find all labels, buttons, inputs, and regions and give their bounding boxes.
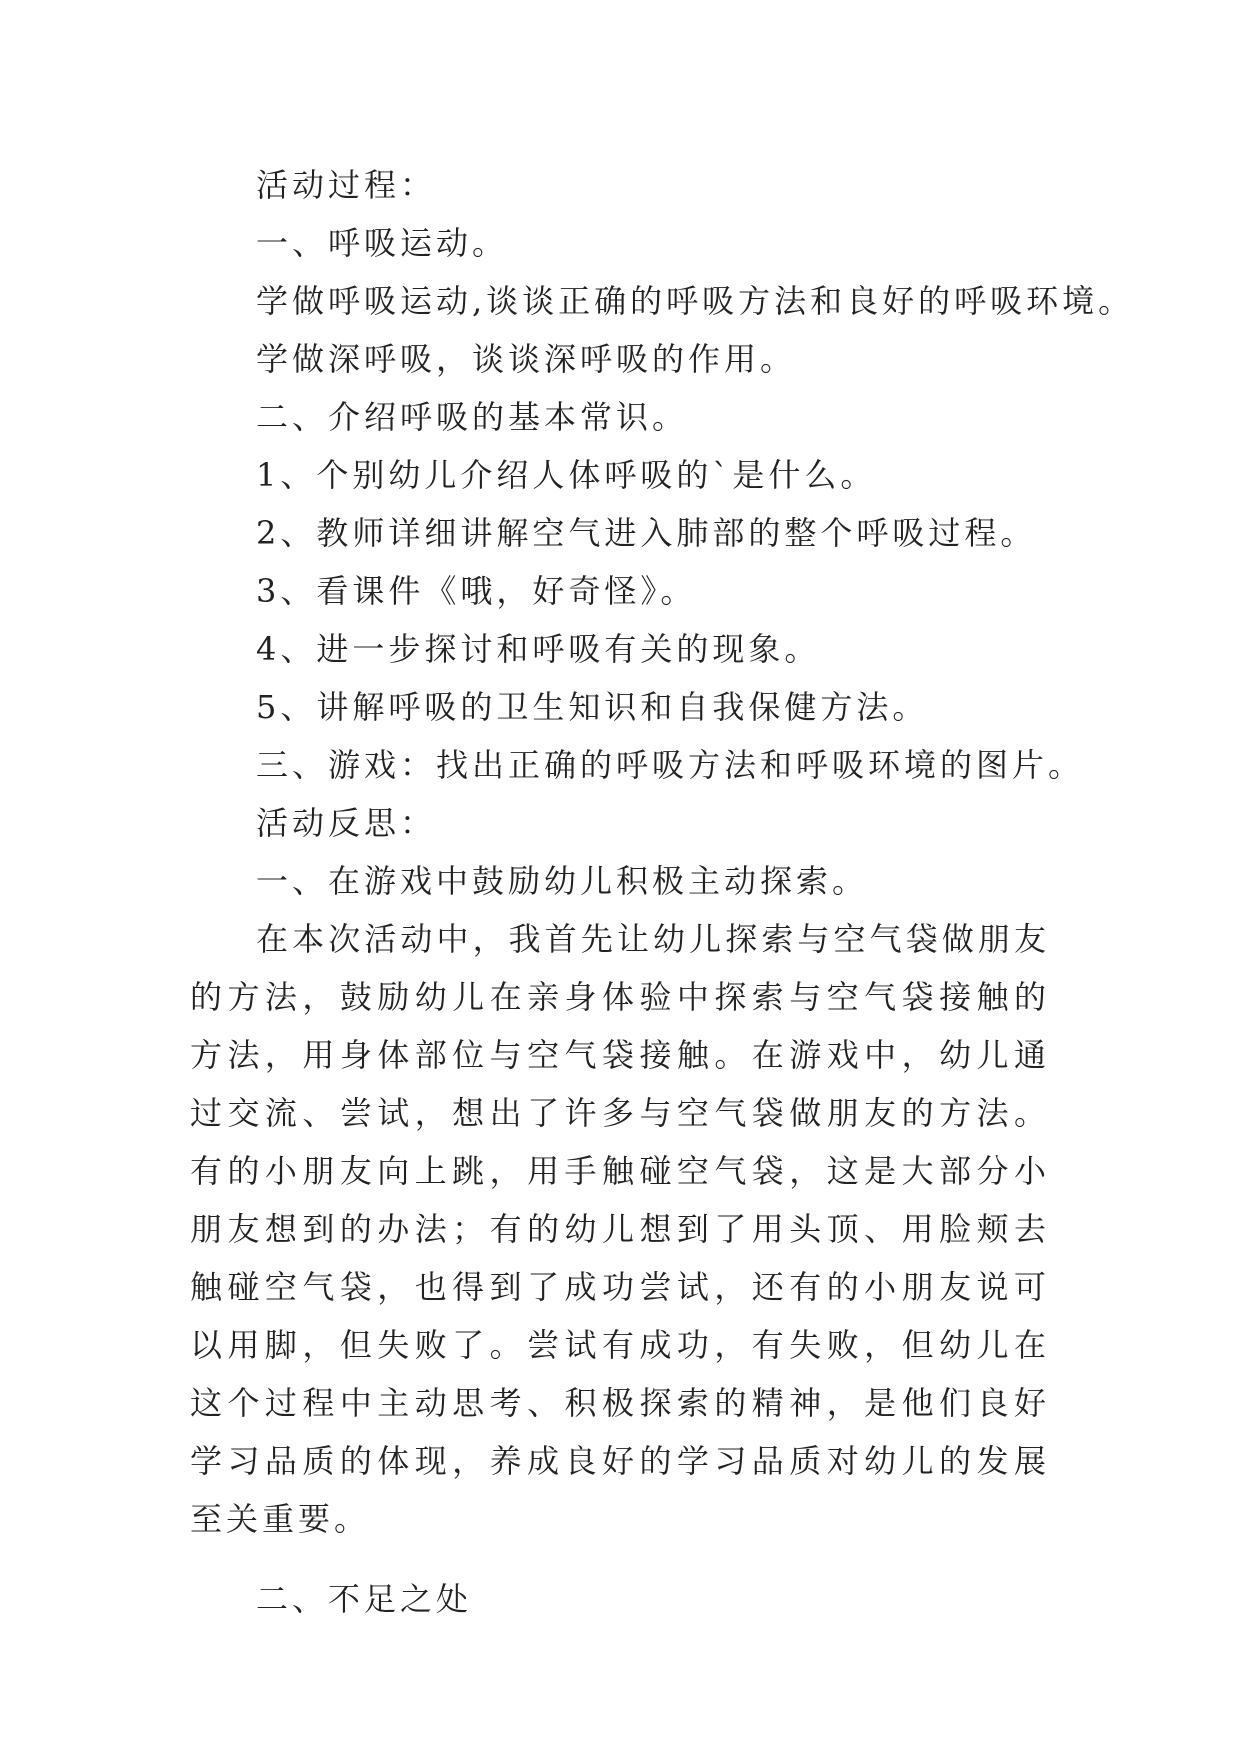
- reflection-paragraph: 在本次活动中，我首先让幼儿探索与空气袋做朋友的方法，鼓励幼儿在亲身体验中探索与空气袋接触的方法，用身体部位与空气袋接触。在游戏中，幼儿通过交流、尝试，想出了许多与空气袋做朋友的方法。有的小朋友向上跳，用手触碰空气袋，这是大部分小朋友想到的办法；有的幼儿想到了用头顶、用脸颊去触碰空气袋，也得到了成功尝试，还有的小朋友说可以用脚，但失败了。尝试有成功，有失败，但幼儿在这个过程中主动思考、积极探索的精神，是他们良好学习品质的体现，养成良好的学习品质对幼儿的发展至关重要。: [190, 920, 1050, 1538]
- text-line: 学做深呼吸，谈谈深呼吸的作用。: [256, 340, 797, 378]
- subheading-breathing-exercise: 一、呼吸运动。: [256, 224, 509, 262]
- paragraph-gap: [190, 1548, 1050, 1570]
- list-item: 4、进一步探讨和呼吸有关的现象。: [256, 630, 821, 668]
- list-item: 5、讲解呼吸的卫生知识和自我保健方法。: [256, 688, 929, 726]
- list-item: 2、教师详细讲解空气进入肺部的整个呼吸过程。: [256, 514, 1037, 552]
- subheading-encourage-exploration: 一、在游戏中鼓励幼儿积极主动探索。: [256, 862, 869, 900]
- section-heading-reflection: 活动反思：: [256, 804, 437, 842]
- list-item: 1、个别幼儿介绍人体呼吸的`是什么。: [256, 456, 877, 494]
- section-heading-process: 活动过程：: [256, 166, 437, 204]
- text-line: 学做呼吸运动,谈谈正确的呼吸方法和良好的呼吸环境。: [256, 282, 1135, 320]
- subheading-game: 三、游戏：找出正确的呼吸方法和呼吸环境的图片。: [256, 746, 1085, 784]
- list-item: 3、看课件《哦，好奇怪》。: [256, 572, 697, 610]
- subheading-shortcomings: 二、不足之处: [256, 1580, 473, 1618]
- document-body: [190, 156, 1135, 1628]
- subheading-basic-knowledge: 二、介绍呼吸的基本常识。: [256, 398, 689, 436]
